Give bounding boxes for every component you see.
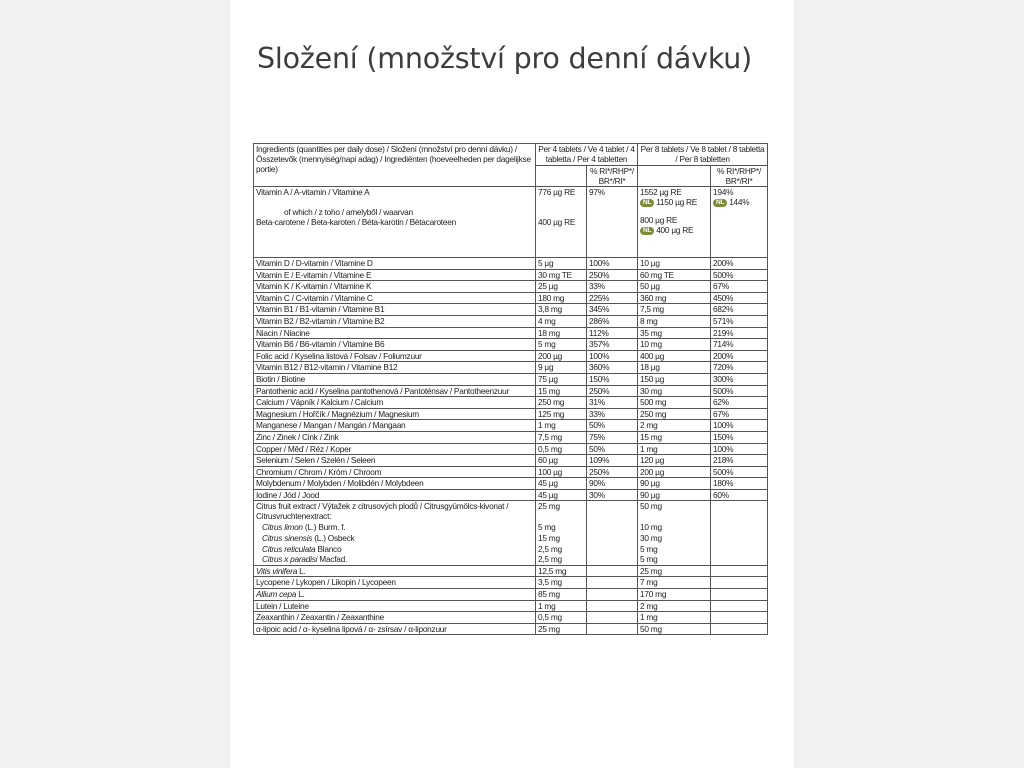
citrus-species-name: Citrus reticulata xyxy=(262,543,316,554)
ri-per-8: 100% xyxy=(711,443,768,455)
extra-value-8: 1 mg xyxy=(638,612,711,624)
ri-per-8: 682% xyxy=(711,304,768,316)
extra-name: Allium cepa xyxy=(256,589,297,600)
value-per-4: 5 µg xyxy=(536,258,587,270)
header-ri-4: % RI*/RHP*/ BR*/RI* xyxy=(587,165,638,187)
ri-per-8: 450% xyxy=(711,292,768,304)
nutrient-name: Biotin / Biotine xyxy=(254,373,536,385)
value-per-8: 90 µg xyxy=(638,489,711,501)
nutrient-name: Vitamin B6 / B6-vitamin / Vitamine B6 xyxy=(254,339,536,351)
extra-ri-8 xyxy=(711,565,768,577)
value-per-4: 0,5 mg xyxy=(536,443,587,455)
value-per-8: 500 mg xyxy=(638,397,711,409)
citrus-species-ri-8 xyxy=(711,522,768,533)
value-per-8: 10 mg xyxy=(638,339,711,351)
citrus-species-cell xyxy=(254,533,536,544)
citrus-species-ri-8 xyxy=(711,544,768,555)
value-per-8: 360 mg xyxy=(638,292,711,304)
table-row-citrus-species xyxy=(254,533,768,544)
table-row xyxy=(254,304,768,316)
beta-carotene-value-8-nl: NL 400 µg RE xyxy=(640,225,708,235)
table-row xyxy=(254,455,768,467)
vitamin-a-value-4: 776 µg RE xyxy=(538,187,576,197)
ri-per-4: 90% xyxy=(587,478,638,490)
citrus-species-ri-8 xyxy=(711,533,768,544)
nutrition-table-image xyxy=(253,143,767,717)
ri-per-8: 150% xyxy=(711,431,768,443)
table-row xyxy=(254,408,768,420)
value-per-4: 9 µg xyxy=(536,362,587,374)
citrus-species-author: Macfad. xyxy=(319,554,348,565)
value-per-8: 200 µg xyxy=(638,466,711,478)
ri-per-4: 33% xyxy=(587,281,638,293)
nutrient-name: Niacin / Niacine xyxy=(254,327,536,339)
extra-value-8: 50 mg xyxy=(638,623,711,635)
citrus-species-cell xyxy=(254,544,536,555)
citrus-species-value-8: 5 mg xyxy=(638,544,711,555)
extra-ri-4 xyxy=(587,612,638,624)
beta-carotene-value-8: 800 µg RE xyxy=(640,215,678,225)
vitamin-a-ri-8-cell xyxy=(711,187,768,258)
value-per-4: 18 mg xyxy=(536,327,587,339)
table-header-row xyxy=(254,144,768,166)
extra-ri-8 xyxy=(711,612,768,624)
value-per-4: 15 mg xyxy=(536,385,587,397)
table-row xyxy=(254,350,768,362)
nutrient-name: Vitamin B12 / B12-vitamin / Vitamine B12 xyxy=(254,362,536,374)
ri-per-8: 67% xyxy=(711,281,768,293)
table-row xyxy=(254,258,768,270)
value-per-8: 90 µg xyxy=(638,478,711,490)
vitamin-a-ri-4: 97% xyxy=(587,187,638,258)
citrus-species-ri-4 xyxy=(587,554,638,565)
value-per-4: 75 µg xyxy=(536,373,587,385)
extra-value-4: 25 mg xyxy=(536,623,587,635)
citrus-value-8: 50 mg xyxy=(638,501,711,523)
citrus-extract-name: Citrus fruit extract / Výtažek z citrusových plodů / Citrusgyümölcs-kivonat / Citrusvruchtenextract: xyxy=(254,501,536,523)
table-row xyxy=(254,397,768,409)
nutrient-name: Selenium / Selen / Szelén / Seleen xyxy=(254,455,536,467)
extra-name-cell xyxy=(254,565,536,577)
value-per-4: 4 mg xyxy=(536,315,587,327)
ri-per-4: 100% xyxy=(587,350,638,362)
ri-per-4: 286% xyxy=(587,315,638,327)
value-per-4: 45 µg xyxy=(536,478,587,490)
value-per-4: 30 mg TE xyxy=(536,269,587,281)
header-ri-8: % RI*/RHP*/ BR*/RI* xyxy=(711,165,768,187)
citrus-species-name: Citrus x paradisi xyxy=(262,554,318,565)
ri-per-4: 250% xyxy=(587,385,638,397)
value-per-8: 10 µg xyxy=(638,258,711,270)
nl-badge: NL xyxy=(640,227,654,235)
value-per-4: 200 µg xyxy=(536,350,587,362)
extra-value-4: 1 mg xyxy=(536,600,587,612)
extra-ri-4 xyxy=(587,565,638,577)
citrus-species-value-4: 15 mg xyxy=(536,533,587,544)
value-per-4: 25 µg xyxy=(536,281,587,293)
extra-value-4: 0,5 mg xyxy=(536,612,587,624)
ri-per-4: 150% xyxy=(587,373,638,385)
vitamin-a-name-cell xyxy=(254,187,536,258)
value-per-8: 400 µg xyxy=(638,350,711,362)
extra-name: Lycopene / Lykopen / Likopin / Lycopeen xyxy=(256,577,396,588)
value-per-4: 1 mg xyxy=(536,420,587,432)
value-per-8: 60 mg TE xyxy=(638,269,711,281)
table-row xyxy=(254,431,768,443)
table-row-citrus-species xyxy=(254,554,768,565)
extra-name: Vitis vinifera xyxy=(256,565,298,576)
extra-value-4: 3,5 mg xyxy=(536,577,587,589)
citrus-species-author: Blanco xyxy=(317,543,342,554)
citrus-species-value-4: 2,5 mg xyxy=(536,554,587,565)
nl-badge: NL xyxy=(640,199,654,207)
extra-name: Zeaxanthin / Zeaxantin / Zeaxanthine xyxy=(256,612,384,623)
ri-per-4: 109% xyxy=(587,455,638,467)
extra-name-suffix: L. xyxy=(296,589,305,600)
vitamin-a-ri-8: 194% xyxy=(713,187,734,197)
extra-value-8: 7 mg xyxy=(638,577,711,589)
extra-name-cell xyxy=(254,623,536,635)
value-per-4: 5 mg xyxy=(536,339,587,351)
table-row xyxy=(254,269,768,281)
nutrient-name: Molybdenum / Molybden / Molibdén / Molybdeen xyxy=(254,478,536,490)
ri-per-4: 225% xyxy=(587,292,638,304)
ri-per-4: 31% xyxy=(587,397,638,409)
ri-per-4: 357% xyxy=(587,339,638,351)
ri-per-4: 360% xyxy=(587,362,638,374)
ri-per-8: 100% xyxy=(711,420,768,432)
vitamin-a-value-4-cell xyxy=(536,187,587,258)
of-which-label: of which / z toho / amelyből / waarvan xyxy=(284,207,413,217)
table-row-extra xyxy=(254,600,768,612)
extra-ri-8 xyxy=(711,577,768,589)
value-per-4: 180 mg xyxy=(536,292,587,304)
ri-per-8: 500% xyxy=(711,385,768,397)
ri-per-8: 180% xyxy=(711,478,768,490)
nutrient-name: Folic acid / Kyselina listová / Folsav / Foliumzuur xyxy=(254,350,536,362)
value-per-8: 18 µg xyxy=(638,362,711,374)
value-per-8: 2 mg xyxy=(638,420,711,432)
ri-per-8: 714% xyxy=(711,339,768,351)
table-row xyxy=(254,466,768,478)
citrus-species-value-4: 2,5 mg xyxy=(536,544,587,555)
table-row xyxy=(254,385,768,397)
citrus-species-name: Citrus limon xyxy=(262,522,303,533)
table-row-citrus xyxy=(254,501,768,523)
ri-per-8: 500% xyxy=(711,466,768,478)
citrus-species-ri-4 xyxy=(587,533,638,544)
ri-per-8: 300% xyxy=(711,373,768,385)
citrus-value-4: 25 mg xyxy=(536,501,587,523)
header-per-8: Per 8 tablets / Ve 8 tablet / 8 tabletta / Per 8 tabletten xyxy=(638,144,768,166)
nutrient-name: Vitamin C / C-vitamin / Vitamine C xyxy=(254,292,536,304)
value-per-8: 15 mg xyxy=(638,431,711,443)
citrus-species-value-8: 5 mg xyxy=(638,554,711,565)
header-ingredients: Ingredients (quantities per daily dose) / Složení (množství pro denní dávku) / Összetevők (mennyiség/napi adag) / Ingrediënten (hoeveelheden per dagelijkse portie) xyxy=(254,144,536,187)
ri-per-4: 345% xyxy=(587,304,638,316)
extra-name: Lutein / Luteine xyxy=(256,600,309,611)
table-row-citrus-species xyxy=(254,522,768,533)
extra-name: α-lipoic acid / α- kyselina lipová / α- zsírsav / α-liponzuur xyxy=(256,623,447,634)
value-per-8: 7,5 mg xyxy=(638,304,711,316)
nutrient-name: Vitamin K / K-vitamin / Vitamine K xyxy=(254,281,536,293)
header-per-4: Per 4 tablets / Ve 4 tablet / 4 tabletta / Per 4 tabletten xyxy=(536,144,638,166)
nutrient-name: Chromium / Chrom / Króm / Chroom xyxy=(254,466,536,478)
ri-per-4: 112% xyxy=(587,327,638,339)
ri-per-8: 218% xyxy=(711,455,768,467)
value-per-4: 100 µg xyxy=(536,466,587,478)
header-blank-8 xyxy=(638,165,711,187)
citrus-ri-4 xyxy=(587,501,638,523)
value-per-4: 3,8 mg xyxy=(536,304,587,316)
value-per-8: 1 mg xyxy=(638,443,711,455)
ri-per-8: 67% xyxy=(711,408,768,420)
ri-per-8: 62% xyxy=(711,397,768,409)
value-per-8: 250 mg xyxy=(638,408,711,420)
vitamin-a-value-8: 1552 µg RE xyxy=(640,187,682,197)
table-row-extra xyxy=(254,577,768,589)
extra-name-cell xyxy=(254,577,536,589)
nutrient-name: Vitamin B2 / B2-vitamin / Vitamine B2 xyxy=(254,315,536,327)
value-per-4: 45 µg xyxy=(536,489,587,501)
extra-ri-4 xyxy=(587,589,638,601)
value-per-8: 8 mg xyxy=(638,315,711,327)
table-row xyxy=(254,315,768,327)
ri-per-4: 33% xyxy=(587,408,638,420)
table-row xyxy=(254,478,768,490)
extra-ri-4 xyxy=(587,577,638,589)
value-per-8: 50 µg xyxy=(638,281,711,293)
extra-name-cell xyxy=(254,589,536,601)
citrus-species-author: (L.) Burm. f. xyxy=(304,522,346,533)
table-row xyxy=(254,443,768,455)
ri-per-8: 720% xyxy=(711,362,768,374)
nutrient-name: Manganese / Mangan / Mangán / Mangaan xyxy=(254,420,536,432)
ri-per-4: 50% xyxy=(587,443,638,455)
citrus-species-ri-4 xyxy=(587,522,638,533)
ri-per-4: 100% xyxy=(587,258,638,270)
table-row xyxy=(254,489,768,501)
value-per-8: 30 mg xyxy=(638,385,711,397)
ri-per-8: 200% xyxy=(711,350,768,362)
value-per-8: 150 µg xyxy=(638,373,711,385)
extra-ri-8 xyxy=(711,600,768,612)
citrus-species-cell xyxy=(254,522,536,533)
table-row xyxy=(254,327,768,339)
table-row xyxy=(254,362,768,374)
table-row xyxy=(254,281,768,293)
table-row-extra xyxy=(254,589,768,601)
extra-value-4: 85 mg xyxy=(536,589,587,601)
ri-per-8: 60% xyxy=(711,489,768,501)
table-row-citrus-species xyxy=(254,544,768,555)
nutrient-name: Calcium / Vápník / Kalcium / Calcium xyxy=(254,397,536,409)
citrus-species-ri-8 xyxy=(711,554,768,565)
nutrition-table xyxy=(253,143,768,635)
ri-per-8: 571% xyxy=(711,315,768,327)
ri-per-4: 50% xyxy=(587,420,638,432)
extra-ri-8 xyxy=(711,589,768,601)
vitamin-a-ri-8-nl: NL 144% xyxy=(713,197,765,207)
value-per-4: 7,5 mg xyxy=(536,431,587,443)
beta-carotene-name: Beta-carotene / Beta-karoten / Béta-karotin / Bètacaroteen xyxy=(256,217,456,227)
citrus-ri-8 xyxy=(711,501,768,523)
citrus-species-value-4: 5 mg xyxy=(536,522,587,533)
nutrient-name: Pantothenic acid / Kyselina pantothenová / Pantoténsav / Pantotheenzuur xyxy=(254,385,536,397)
ri-per-8: 219% xyxy=(711,327,768,339)
nutrient-name: Iodine / Jód / Jood xyxy=(254,489,536,501)
citrus-species-author: (L.) Osbeck xyxy=(314,533,355,544)
extra-name-suffix: L. xyxy=(297,565,306,576)
table-row xyxy=(254,373,768,385)
citrus-species-ri-4 xyxy=(587,544,638,555)
beta-carotene-value-4: 400 µg RE xyxy=(538,217,576,227)
nutrient-name: Magnesium / Hořčík / Magnézium / Magnesium xyxy=(254,408,536,420)
value-per-4: 125 mg xyxy=(536,408,587,420)
extra-name-cell xyxy=(254,600,536,612)
ri-per-4: 30% xyxy=(587,489,638,501)
nutrient-name: Vitamin D / D-vitamin / Vitamine D xyxy=(254,258,536,270)
citrus-species-value-8: 30 mg xyxy=(638,533,711,544)
nutrient-name: Zinc / Zinek / Cink / Zink xyxy=(254,431,536,443)
table-row xyxy=(254,420,768,432)
ri-per-4: 75% xyxy=(587,431,638,443)
table-row-extra xyxy=(254,623,768,635)
page-title: Složení (množství pro denní dávku) xyxy=(257,42,753,75)
extra-ri-4 xyxy=(587,600,638,612)
nutrient-name: Copper / Měď / Réz / Koper xyxy=(254,443,536,455)
table-row xyxy=(254,339,768,351)
extra-value-8: 25 mg xyxy=(638,565,711,577)
extra-name-cell xyxy=(254,612,536,624)
extra-value-8: 170 mg xyxy=(638,589,711,601)
ri-per-8: 500% xyxy=(711,269,768,281)
table-row-extra xyxy=(254,612,768,624)
table-row xyxy=(254,292,768,304)
value-per-8: 35 mg xyxy=(638,327,711,339)
ri-per-4: 250% xyxy=(587,466,638,478)
citrus-species-name: Citrus sinensis xyxy=(262,533,313,544)
nl-badge: NL xyxy=(713,199,727,207)
extra-ri-8 xyxy=(711,623,768,635)
ri-per-8: 200% xyxy=(711,258,768,270)
citrus-species-value-8: 10 mg xyxy=(638,522,711,533)
value-per-4: 60 µg xyxy=(536,455,587,467)
header-blank-4 xyxy=(536,165,587,187)
ri-per-4: 250% xyxy=(587,269,638,281)
extra-ri-4 xyxy=(587,623,638,635)
nutrient-name: Vitamin E / E-vitamin / Vitamine E xyxy=(254,269,536,281)
extra-value-4: 12,5 mg xyxy=(536,565,587,577)
vitamin-a-value-8-nl: NL 1150 µg RE xyxy=(640,197,708,207)
citrus-species-cell xyxy=(254,554,536,565)
table-row-vitamin-a xyxy=(254,187,768,258)
vitamin-a-value-8-cell xyxy=(638,187,711,258)
vitamin-a-name: Vitamin A / A-vitamin / Vitamine A xyxy=(256,187,370,197)
nutrient-name: Vitamin B1 / B1-vitamin / Vitamine B1 xyxy=(254,304,536,316)
value-per-8: 120 µg xyxy=(638,455,711,467)
table-row-extra xyxy=(254,565,768,577)
extra-value-8: 2 mg xyxy=(638,600,711,612)
value-per-4: 250 mg xyxy=(536,397,587,409)
